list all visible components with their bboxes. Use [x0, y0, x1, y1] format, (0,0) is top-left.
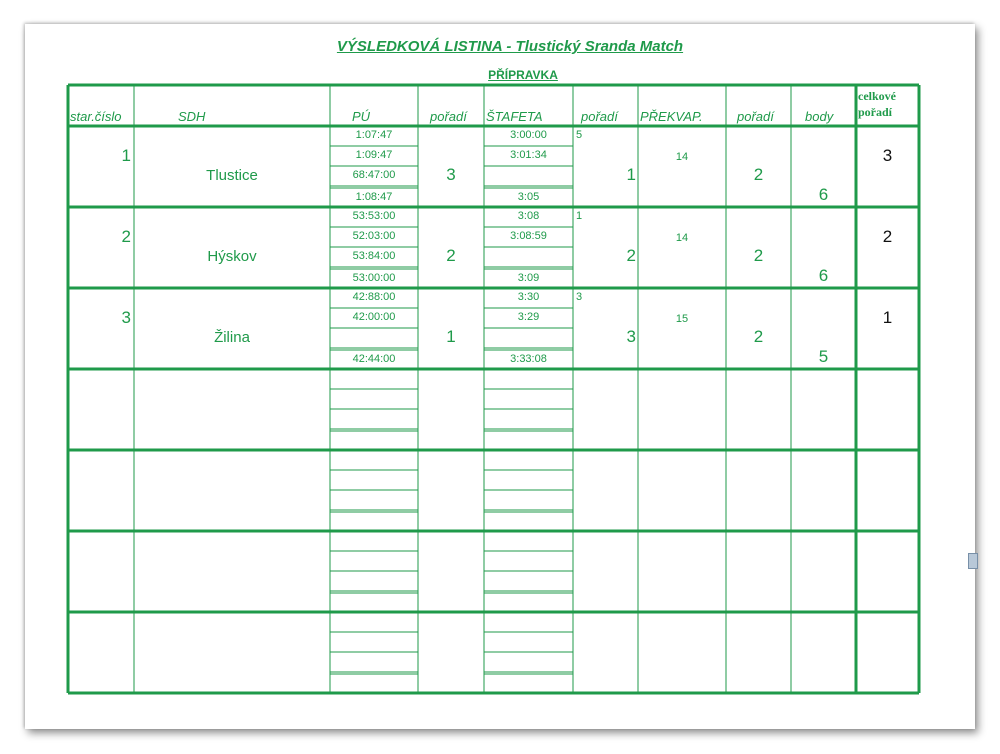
header-relay-rank: pořadí — [581, 109, 618, 124]
obstacle-rank: 2 — [753, 246, 764, 265]
pu-time: 42:00:00 — [352, 311, 396, 323]
relay-time: 3:01:34 — [510, 149, 547, 161]
relay-time: 3:30 — [517, 291, 540, 303]
header-pu: PÚ — [352, 109, 371, 124]
header-overall-rank: celkové pořadí — [858, 89, 896, 119]
relay-time: 3:05 — [517, 191, 540, 203]
scroll-marker-icon — [968, 553, 978, 569]
overall-rank: 3 — [882, 146, 893, 165]
header-pu-rank: pořadí — [430, 109, 467, 124]
header-obstacle: PŘEKVAP. — [640, 109, 703, 124]
team-name: Tlustice — [206, 167, 258, 184]
pu-time: 1:08:47 — [355, 191, 393, 203]
relay-note: 3 — [576, 291, 583, 303]
header-start-number: star.číslo — [70, 109, 122, 124]
header-team: SDH — [178, 109, 206, 124]
relay-time: 3:08 — [517, 210, 540, 222]
document-subtitle: PŘÍPRAVKA — [488, 68, 558, 82]
relay-note: 5 — [576, 129, 583, 141]
pu-rank: 1 — [446, 327, 456, 346]
obstacle-rank: 2 — [753, 165, 764, 184]
relay-rank: 3 — [626, 327, 636, 346]
pu-time: 53:84:00 — [352, 250, 396, 262]
relay-time: 3:09 — [517, 272, 540, 284]
pu-time: 1:07:47 — [355, 129, 393, 141]
relay-time: 3:08:59 — [510, 230, 547, 242]
relay-rank: 1 — [626, 165, 636, 184]
obstacle-score: 14 — [675, 151, 689, 163]
start-number: 1 — [121, 146, 131, 165]
team-name: Hýskov — [207, 248, 257, 265]
start-number: 2 — [121, 227, 131, 246]
points: 6 — [818, 185, 829, 204]
points: 5 — [818, 347, 829, 366]
start-number: 3 — [121, 308, 131, 327]
pu-time: 42:44:00 — [352, 353, 396, 365]
overall-rank: 1 — [882, 308, 893, 327]
pu-time: 42:88:00 — [352, 291, 396, 303]
header-relay: ŠTAFETA — [486, 109, 543, 124]
points: 6 — [818, 266, 829, 285]
pu-rank: 3 — [446, 165, 456, 184]
pu-time: 52:03:00 — [352, 230, 396, 242]
relay-time: 3:29 — [517, 311, 540, 323]
pu-time: 53:00:00 — [352, 272, 396, 284]
relay-rank: 2 — [626, 246, 636, 265]
overall-rank: 2 — [882, 227, 893, 246]
pu-time: 68:47:00 — [352, 169, 396, 181]
header-points: body — [805, 109, 834, 124]
relay-time: 3:00:00 — [510, 129, 547, 141]
obstacle-score: 15 — [675, 313, 689, 325]
obstacle-rank: 2 — [753, 327, 764, 346]
header-obstacle-rank: pořadí — [737, 109, 774, 124]
document-title: VÝSLEDKOVÁ LISTINA - Tlustický Sranda Match — [336, 38, 684, 55]
pu-time: 1:09:47 — [355, 149, 393, 161]
team-name: Žilina — [214, 329, 250, 346]
relay-time: 3:33:08 — [510, 353, 547, 365]
pu-time: 53:53:00 — [352, 210, 396, 222]
obstacle-score: 14 — [675, 232, 689, 244]
relay-note: 1 — [576, 210, 583, 222]
pu-rank: 2 — [446, 246, 456, 265]
